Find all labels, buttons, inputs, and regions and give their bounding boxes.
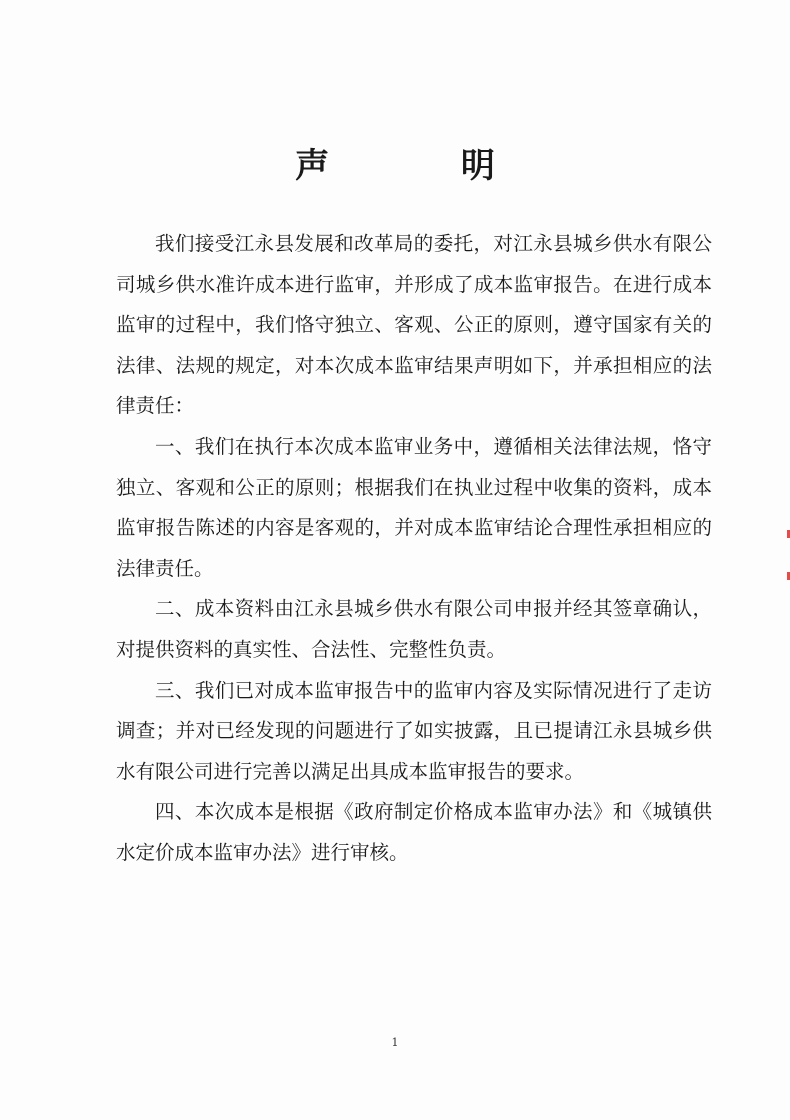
paragraph-intro: 我们接受江永县发展和改革局的委托，对江永县城乡供水有限公司城乡供水准许成本进行监审，并形成了成本监审报告。在进行成本监审的过程中，我们恪守独立、客观、公正的原则，遵守国家有关的法律、法规的规定，对本次成本监审结果声明如下，并承担相应的法律责任： [116,232,712,418]
page-number: 1 [391,1036,399,1049]
page-title: 声 明 [295,146,555,186]
paragraph-item-2: 二、成本资料由江永县城乡供水有限公司申报并经其签章确认，对提供资料的真实性、合法性、完整性负责。 [116,597,712,661]
paragraph-item-4: 四、本次成本是根据《政府制定价格成本监审办法》和《城镇供水定价成本监审办法》进行审核。 [116,800,712,864]
paragraph-item-3: 三、我们已对成本监审报告中的监审内容及实际情况进行了走访调查；并对已经发现的问题进行了如实披露，且已提请江永县城乡供水有限公司进行完善以满足出具成本监审报告的要求。 [116,678,712,783]
paragraph-item-1: 一、我们在执行本次成本监审业务中，遵循相关法律法规，恪守独立、客观和公正的原则；根据我们在执业过程中收集的资料，成本监审报告陈述的内容是客观的，并对成本监审结论合理性承担相应的法律责任。 [116,434,712,580]
statement-body [116,224,712,874]
